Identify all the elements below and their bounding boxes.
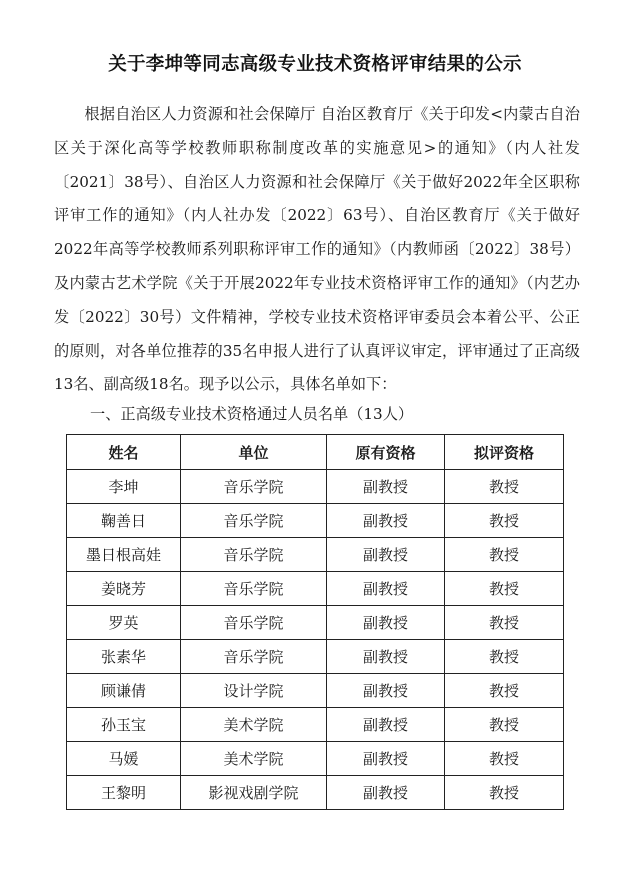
cell-unit: 音乐学院 — [181, 572, 327, 606]
cell-unit: 美术学院 — [181, 742, 327, 776]
cell-original-qualification: 副教授 — [327, 708, 445, 742]
cell-original-qualification: 副教授 — [327, 606, 445, 640]
header-original-qualification: 原有资格 — [327, 435, 445, 470]
cell-proposed-qualification: 教授 — [445, 674, 564, 708]
cell-unit: 设计学院 — [181, 674, 327, 708]
table-row — [67, 606, 564, 640]
table-row — [67, 470, 564, 504]
header-unit: 单位 — [181, 435, 327, 470]
cell-name: 顾谦倩 — [67, 674, 181, 708]
cell-unit: 音乐学院 — [181, 470, 327, 504]
table-row — [67, 776, 564, 810]
cell-name: 鞠善日 — [67, 504, 181, 538]
cell-original-qualification: 副教授 — [327, 470, 445, 504]
cell-proposed-qualification: 教授 — [445, 470, 564, 504]
cell-proposed-qualification: 教授 — [445, 538, 564, 572]
cell-unit: 音乐学院 — [181, 606, 327, 640]
table-row — [67, 742, 564, 776]
cell-name: 姜晓芳 — [67, 572, 181, 606]
cell-unit: 音乐学院 — [181, 504, 327, 538]
header-name: 姓名 — [67, 435, 181, 470]
cell-unit: 美术学院 — [181, 708, 327, 742]
cell-proposed-qualification: 教授 — [445, 504, 564, 538]
cell-proposed-qualification: 教授 — [445, 742, 564, 776]
cell-original-qualification: 副教授 — [327, 674, 445, 708]
table-row — [67, 538, 564, 572]
cell-original-qualification: 副教授 — [327, 776, 445, 810]
cell-name: 孙玉宝 — [67, 708, 181, 742]
cell-proposed-qualification: 教授 — [445, 572, 564, 606]
cell-proposed-qualification: 教授 — [445, 776, 564, 810]
cell-original-qualification: 副教授 — [327, 640, 445, 674]
approved-personnel-table — [66, 434, 564, 810]
table-header-row — [67, 435, 564, 470]
table-row — [67, 708, 564, 742]
table-row — [67, 640, 564, 674]
section-heading: 一、正高级专业技术资格通过人员名单（13人） — [90, 405, 414, 423]
cell-unit: 影视戏剧学院 — [181, 776, 327, 810]
cell-proposed-qualification: 教授 — [445, 640, 564, 674]
cell-unit: 音乐学院 — [181, 640, 327, 674]
table-row — [67, 504, 564, 538]
cell-name: 张素华 — [67, 640, 181, 674]
cell-name: 马媛 — [67, 742, 181, 776]
cell-name: 王黎明 — [67, 776, 181, 810]
cell-name: 李坤 — [67, 470, 181, 504]
cell-proposed-qualification: 教授 — [445, 606, 564, 640]
cell-name: 罗英 — [67, 606, 181, 640]
cell-original-qualification: 副教授 — [327, 504, 445, 538]
cell-original-qualification: 副教授 — [327, 572, 445, 606]
cell-unit: 音乐学院 — [181, 538, 327, 572]
cell-proposed-qualification: 教授 — [445, 708, 564, 742]
cell-original-qualification: 副教授 — [327, 742, 445, 776]
header-proposed-qualification: 拟评资格 — [445, 435, 564, 470]
body-paragraph: 根据自治区人力资源和社会保障厅 自治区教育厅《关于印发<内蒙古自治区关于深化高等学校教师职称制度改革的实施意见>的通知》（内人社发〔2021〕38号）、自治区人力资源和社会保障厅《关于做好2022年全区职称评审工作的通知》（内人社办发〔2022〕63号）、自治区教育厅《关于做好2022年高等学校教师系列职称评审工作的通知》（内教师函〔2022〕38号）及内蒙古艺术学院《关于开展2022年专业技术资格评审工作的通知》（内艺办发〔2022〕30号）文件精神，学校专业技术资格评审委员会本着公平、公正的原则，对各单位推荐的35名申报人进行了认真评议审定，评审通过了正高级13名、副高级18名。现予以公示，具体名单如下： — [54, 105, 580, 394]
table-row — [67, 674, 564, 708]
table-row — [67, 572, 564, 606]
cell-original-qualification: 副教授 — [327, 538, 445, 572]
cell-name: 墨日根高娃 — [67, 538, 181, 572]
document-title: 关于李坤等同志高级专业技术资格评审结果的公示 — [108, 54, 522, 75]
